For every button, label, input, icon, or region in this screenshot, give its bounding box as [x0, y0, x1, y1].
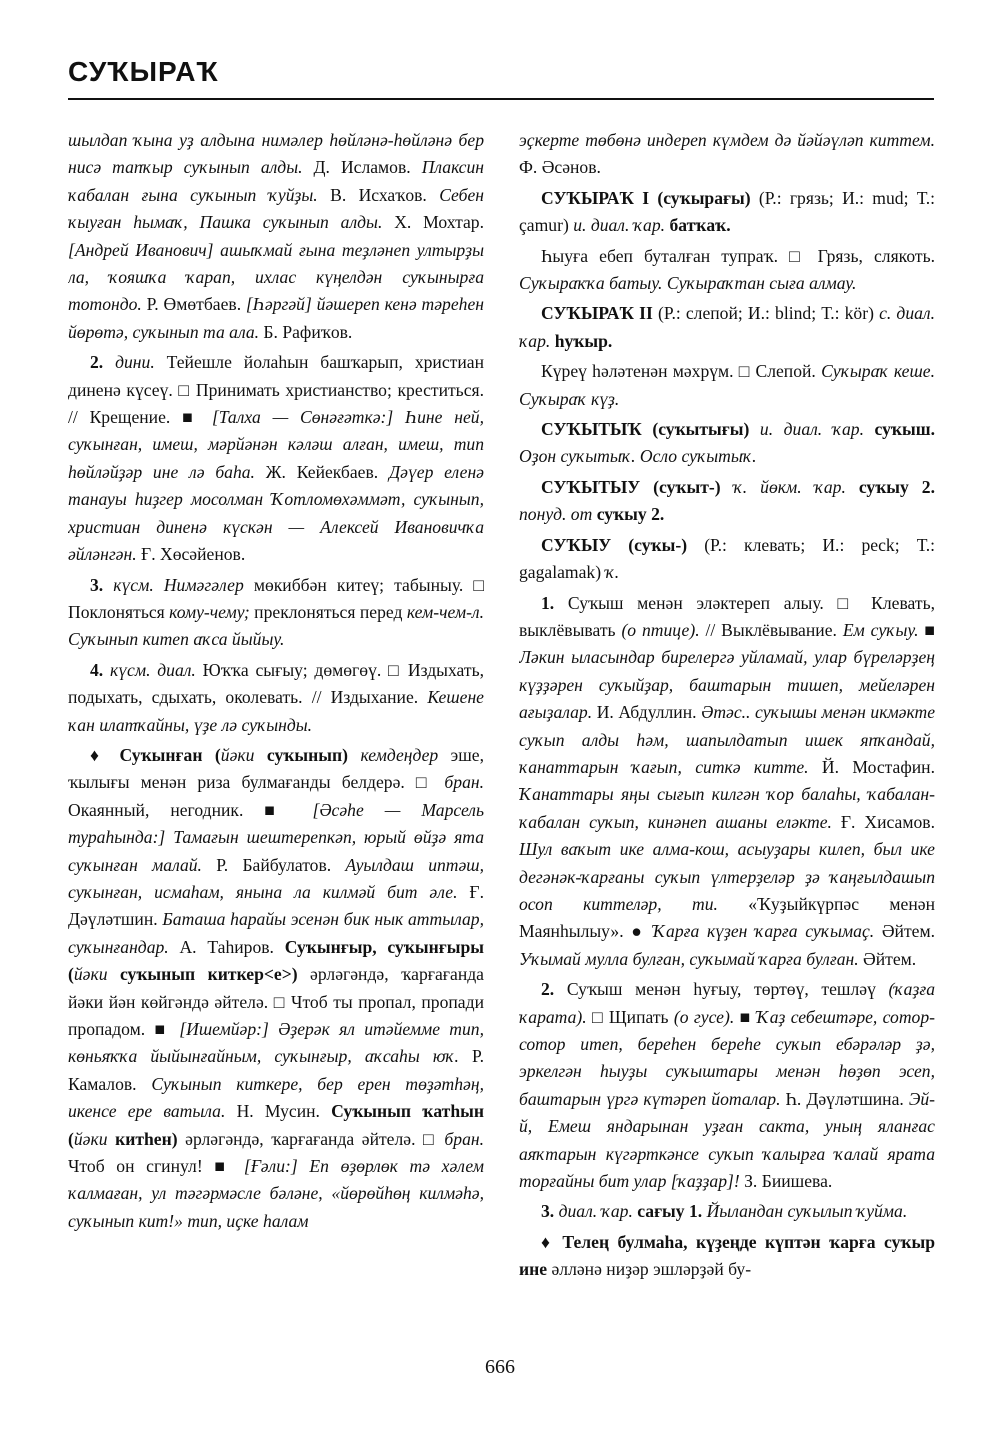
entry-paragraph: [68, 657, 484, 739]
body-text: Р. Байбулатов.: [201, 854, 346, 875]
body-text: Ғ. Хисамов.: [831, 811, 935, 832]
headword-text: 3.: [541, 1201, 555, 1222]
body-text: □ Щипать: [586, 1006, 674, 1027]
headword-text: Суҡынып ҡатһын (: [68, 1101, 484, 1149]
right-column: [519, 127, 935, 1342]
italic-text: ҡ. йөкм. ҡар.: [733, 476, 846, 497]
body-text: Суҡыш менән эләктереп алыу. □ Клевать, выклёвывать: [519, 592, 935, 640]
italic-text: кем-чем-л.: [406, 601, 484, 622]
body-text: И. Абдуллин.: [592, 702, 702, 723]
italic-text: (о гусе).: [673, 1006, 735, 1027]
body-text: преклоняться перед: [249, 601, 407, 622]
italic-text: йәки: [73, 1128, 108, 1149]
headword-text: СУҠЫТЫУ (суҡыт-): [541, 476, 721, 497]
italic-text: эҫкерте төбөнә индереп күмдем дә йәйәүләп киттем.: [519, 130, 935, 150]
body-text: «Ҡуҙыйкүрпәс менән Маянһылыу». ●: [519, 893, 935, 942]
body-text: (Р.: слепой; И.: blind; Т.: kör): [652, 303, 880, 324]
italic-text: кемдеңдер: [360, 744, 439, 765]
body-text: [846, 477, 859, 497]
body-text: Й. Мостафин.: [808, 756, 935, 777]
body-text: Д. Исламов.: [302, 157, 422, 178]
italic-text: бран.: [444, 1128, 484, 1149]
italic-text: [Андрей Иванович] ашыҡмай ғына теҙләнеп ултырҙы ла, ҡояшҡа ҡарап, ихлас күңелдән суҡынырға тотондо.: [68, 239, 484, 315]
italic-text: (о птице).: [621, 619, 700, 640]
italic-text: [Ишемйәр:] Әҙерәк ял итәйемме тип, көньяҡҡа йыйынғайным, суҡынғыр, аҡсаһы юҡ.: [68, 1019, 484, 1067]
body-text: Күреү һәләтенән мәхрүм. □ Слепой.: [541, 361, 822, 382]
italic-text: Себен ҡыуған һымаҡ, Пашка суҡынып алды.: [68, 184, 484, 233]
entry-paragraph: [519, 127, 935, 182]
body-text: ■: [918, 619, 935, 640]
left-column: [68, 127, 484, 1342]
body-text: Чтоб он сгинул! ■: [68, 1156, 244, 1177]
body-text: Ф. Әсәнов.: [519, 157, 601, 178]
italic-text: күсм. Нимәгәлер: [113, 574, 244, 595]
italic-text: Ҡарға күҙен ҡарға суҡымаҫ.: [652, 921, 875, 942]
entry-paragraph: [519, 300, 935, 355]
entry-paragraph: [519, 532, 935, 587]
italic-text: понуд. от: [519, 504, 593, 525]
body-text: Б. Рафиҡов.: [259, 321, 353, 342]
body-text: [103, 352, 115, 372]
italic-text: Суҡынып китеп аҡса йыйыу.: [68, 629, 285, 650]
headword-text: 2.: [90, 352, 104, 373]
entry-paragraph: [68, 742, 484, 1235]
italic-text: с. диал. ҡар.: [519, 303, 935, 351]
body-text: [348, 745, 360, 765]
italic-text: йәки: [220, 744, 255, 765]
headword-text: 2.: [541, 979, 555, 1000]
body-text: А. Таһиров.: [168, 936, 285, 957]
body-text: Ж. Кейекбаев.: [254, 461, 389, 482]
italic-text: Дәүер еленә танауы һиҙгер мосолман Ҡотломөхәммәт, суҡынып, христиан диненә күскән — Алексей Ивановичҡа әйләнгән.: [68, 461, 484, 565]
italic-text: Плаксин ҡабалан ғына суҡынып ҡуйҙы.: [68, 157, 484, 205]
italic-text: (ҡаҙға ҡарата).: [519, 979, 935, 1027]
running-title: СУҠЫРАҠ: [68, 56, 219, 87]
headword-text: китһен): [107, 1128, 178, 1149]
italic-text: Кешене ҡан илатҡайны, үҙе лә суҡынды.: [68, 687, 484, 735]
body-text: Әйтем.: [858, 948, 917, 969]
headword-text: 3.: [90, 574, 104, 595]
body-text: З. Биишева.: [739, 1171, 833, 1192]
body-text: Ғ. Дәүләтшин.: [68, 881, 484, 930]
headword-text: сағыу 1.: [637, 1201, 703, 1222]
italic-text: Йыландан суҡылып ҡуйма.: [706, 1201, 908, 1222]
italic-text: кому-чему;: [169, 601, 250, 622]
headword-text: СУҠЫРАҠ I (суҡырағы): [541, 187, 751, 208]
body-text: Суҡыш менән һуғыу, төртөү, тешләү: [554, 979, 889, 1000]
body-text: [103, 660, 110, 680]
headword-text: СУҠЫУ (суҡы-): [541, 534, 688, 555]
headword-text: суҡынып киткер<е>): [107, 964, 298, 985]
headword-text: 4.: [90, 659, 104, 680]
italic-text: дини.: [115, 352, 155, 373]
body-text: [749, 419, 760, 439]
body-text: ■: [734, 1006, 757, 1027]
italic-text: Баташа һарайы эсенән бик нык аттылар, суҡынғандар.: [68, 909, 484, 957]
italic-text: Ем суҡыу.: [842, 619, 919, 640]
italic-text: [Әсәһе — Марсель тураһында:] Тамағын шештерепкәп, юрый өйҙә ята суҡынған малай.: [68, 799, 484, 875]
italic-text: шылдап ҡына уҙ алдына нимәлер һөйләнә-һөйләнә бер нисә тапҡыр суҡынып алды.: [68, 130, 484, 178]
body-text: Юҡҡа сығыу; дөмөгөү. □ Издыхать, подыхать, сдыхать, околевать. // Издыхание.: [68, 659, 484, 708]
italic-text: [Ғәли:] Еп өҙөрлөк тә хәлем ҡалмаған, ул тәгәрмәсле бәләне, «йөрөйһөң килмәһә, суҡынып кит!» тип, иҫке һалам: [68, 1156, 484, 1231]
entry-paragraph: [519, 1229, 935, 1284]
italic-text: Ҡанаттары яңы сығып килгән ҡор балаһы, ҡабалан-ҡабалан суҡып, кинәнеп ашаны еләкте.: [519, 784, 935, 832]
entry-paragraph: [519, 243, 935, 298]
body-text: Р. Камалов.: [68, 1046, 484, 1094]
body-text: эше, ҡылығы менән риза булмағанды белдерә. □: [68, 744, 484, 793]
headword-text: СУҠЫРАҠ II: [541, 303, 653, 324]
page-number: 666: [485, 1356, 515, 1378]
body-text: [103, 575, 113, 595]
headword-text: суҡыу 2.: [858, 476, 935, 497]
header-rule: [68, 98, 934, 100]
italic-text: Суҡынып киткере, бер ерен төҙәтһәң, икенсе ере ватыла.: [68, 1073, 484, 1122]
headword-text: ♦ Телең булмаһа, күҙеңде күптән ҡарға суҡыр ине: [519, 1231, 935, 1280]
body-text: (Р.: клевать; И.: peck; Т.: gagalamak): [519, 534, 935, 583]
body-text: Әйтем.: [874, 921, 935, 942]
entry-paragraph: [68, 127, 484, 346]
italic-text: Ләкин ыласындар бирелергә уйламай, улар бүреләрҙең күҙҙәрен суҡыйҙар, баштарын тишеп, мейеләрен ағыҙалар.: [519, 647, 935, 723]
italic-text: [Талха — Сөнәғәткә:] Һине ней, суҡынған, имеш, мәрйәнән кәләш алған, имеш, тип һөйләйҙәр ине лә баһа.: [68, 407, 484, 482]
entry-paragraph: [519, 590, 935, 974]
headword-text: СУҠЫТЫҠ (суҡытығы): [541, 419, 750, 440]
body-text: (Р.: грязь; И.: mud; Т.: çamur): [519, 187, 935, 236]
headword-text: суҡыш.: [874, 419, 935, 440]
entry-paragraph: [519, 976, 935, 1195]
italic-text: бран.: [444, 772, 484, 793]
headword-text: һуҡыр.: [554, 330, 613, 351]
entry-paragraph: [68, 572, 484, 654]
body-text: [721, 477, 734, 497]
italic-text: йәки: [73, 964, 108, 985]
italic-text: Шул ваҡыт ике алма-кош, асыуҙары килеп, был ике дегәнәк-ҡарғаны суҡып үлтерҙеләр ҙә ҡаңғылдашып осоп киттеләр, ти.: [519, 839, 935, 914]
italic-text: Оҙон суҡытыҡ. Осло суҡытыҡ.: [519, 446, 757, 467]
headword-text: Суҡынғыр, суҡынғыры (: [68, 936, 484, 985]
body-text: Тейешле йолаһын башҡарып, христиан диненә күсеү. □ Принимать христианство; креститься. // Крещение. ■: [68, 352, 484, 428]
italic-text: и. диал. ҡар.: [759, 419, 865, 440]
body-text: әлләнә ниҙәр эшләрҙәй бу-: [547, 1259, 752, 1280]
body-text: [864, 419, 875, 439]
body-text: В. Исхаҡов.: [317, 184, 440, 205]
body-text: мөкиббән китеү; табыныу. □ Поклоняться: [68, 574, 484, 622]
italic-text: ҡ.: [605, 562, 620, 583]
entry-paragraph: [519, 1198, 935, 1225]
entry-paragraph: [68, 349, 484, 568]
body-text: әрләгәндә, ҡарғағанда йәки йән көйгәндә әйтелә. □ Чтоб ты пропал, пропади пропадом. ■: [68, 964, 484, 1039]
body-text: Н. Мусин.: [225, 1101, 332, 1122]
body-text: Һ. Дәүләтшина.: [780, 1088, 909, 1109]
body-text: Һыуға ебеп буталған тупраҡ. □ Грязь, слякоть.: [541, 245, 935, 266]
headword-text: суҡынып): [254, 744, 348, 765]
italic-text: Ауылдаш иптәш, суҡынған, исмаһам, янына ла килмәй бит әле.: [68, 854, 484, 902]
entry-paragraph: [519, 416, 935, 471]
italic-text: [Һәргәй] йәшереп кенә тәреһен йөрөтә, суҡынып та ала.: [68, 294, 484, 342]
italic-text: күсм. диал.: [110, 659, 196, 680]
italic-text: Суҡыраҡ кеше. Суҡыраҡ күҙ.: [519, 361, 935, 409]
entry-paragraph: [519, 185, 935, 240]
entry-paragraph: [519, 358, 935, 413]
body-text: Ғ. Хөсәйенов.: [136, 544, 246, 565]
italic-text: Суҡыраҡҡа батыу. Суҡыраҡтан сыға алмау.: [519, 273, 857, 294]
body-text: Окаянный, негодник. ■: [68, 799, 313, 820]
italic-text: Ҡаҙ себештәре, сотор-сотор итеп, береһен береһе суҡып ебәрәләр ҙә, эркелгән һыуҙы суҡыштары менән һөҙөп эсеп, баштарын үргә күтәреп йоталар.: [519, 1006, 935, 1109]
headword-text: 1.: [541, 592, 555, 613]
headword-text: ♦ Суҡынған (: [90, 744, 221, 765]
entry-paragraph: [519, 474, 935, 529]
body-text: Р. Өмөтбаев.: [141, 294, 246, 315]
body-text: Х. Мохтар.: [382, 212, 484, 233]
italic-text: Эй-й, Емеш яндарынан уҙған сакта, уның яланғас аяҡтарын күгәрткәнсе суҡып ҡалырға ҡалай ярата торғайны бит улар [ҡаҙҙар]!: [519, 1088, 935, 1192]
italic-text: диал. ҡар.: [558, 1201, 633, 1222]
italic-text: и. диал. ҡар.: [573, 215, 666, 236]
body-text: әрләгәндә, ҡарғағанда әйтелә. □: [177, 1128, 445, 1149]
italic-text: Уҡымай мулла булған, суҡымай ҡарға булған.: [519, 948, 859, 969]
headword-text: батҡаҡ.: [669, 215, 731, 236]
body-text: // Выклёвывание.: [699, 619, 843, 640]
italic-text: Әтәс.. суҡышы менән икмәкте суҡып алды һәм, шапылдатып ишек япҡандай, ҡанаттарын ҡағып, ситкә китте.: [519, 702, 935, 777]
headword-text: суҡыу 2.: [596, 504, 665, 525]
